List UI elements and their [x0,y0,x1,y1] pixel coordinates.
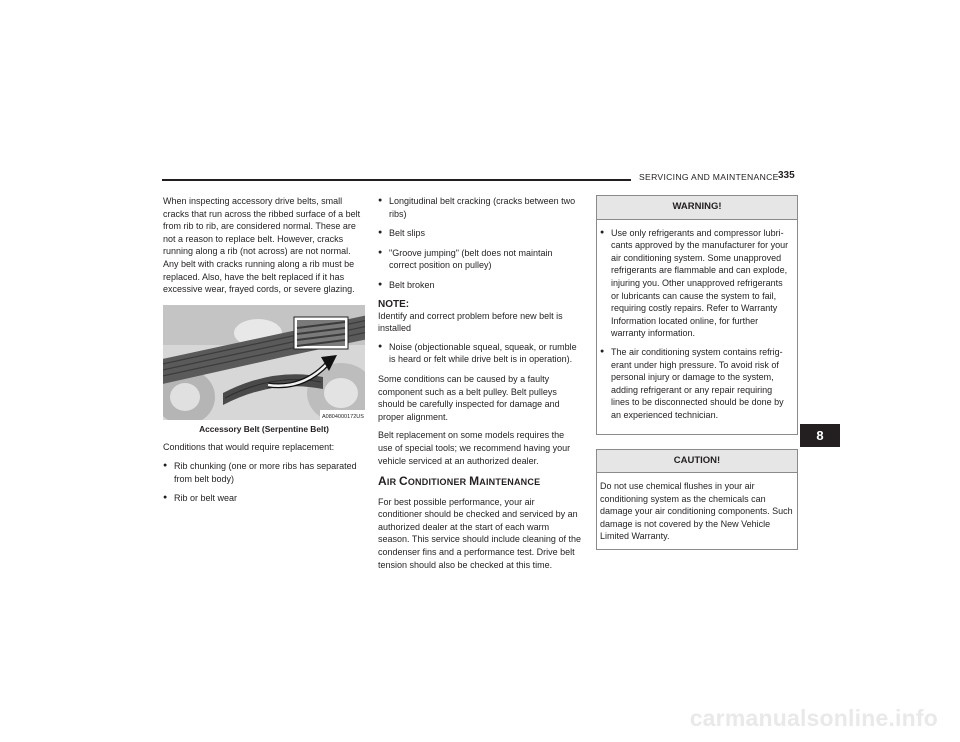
serpentine-belt-figure [163,305,365,420]
list-item: ● "Groove jumping" (belt does not maintain correct position on pulley) [378,247,581,272]
figure-caption: Accessory Belt (Serpentine Belt) [199,423,329,434]
column-3 [596,195,798,564]
list-item: ● Longitudinal belt cracking (cracks between two ribs) [378,195,581,220]
caution-title: CAUTION! [597,450,797,474]
footer-watermark: carmanualsonline.info [689,705,938,731]
warning-title: WARNING! [597,196,797,220]
column-2 [378,195,581,577]
conditions-intro: Conditions that would require replacement: [163,442,335,453]
pulley-paragraph: Some conditions can be caused by a faulty component such as a belt pulley. Belt pulleys should be carefully inspected for damage and proper alignment. [378,373,560,422]
list-item: ● Belt broken [378,279,581,292]
figure-code: A0804000172US [322,413,364,420]
list-item: ● Use only refrigerants and compressor lubri-cants approved by the manufacturer for your air conditioning system. Some unapproved refrigerants are flammable and can explode, injuring you. Other unapproved refrigerants or lubricants can cause the system to fail, requiring costly repairs. Refer to Warranty Information located online, for further warranty information. [600,227,793,340]
caution-text: Do not use chemical flushes in your air conditioning system as the chemicals can damage your air conditioning components. Such damage is not covered by the New Vehicle Limited Warranty. [600,481,793,542]
caution-box [596,449,798,551]
note-list [378,341,581,366]
section-heading: AIR CONDITIONER MAINTENANCE [378,474,541,489]
note-label: NOTE: [378,298,410,310]
serpentine-belt-illustration [163,305,365,420]
conditions-list [163,460,365,505]
list-item: ● Rib or belt wear [163,492,365,505]
list-item: ● Rib chunking (one or more ribs has separated from belt body) [163,460,365,485]
header-title: SERVICING AND MAINTENANCE [639,172,779,182]
list-item: ● Noise (objectionable squeal, squeak, or rumble is heard or felt while drive belt is in operation). [378,341,581,366]
column-1 [163,195,365,512]
list-item: ● The air conditioning system contains refrig-erant under high pressure. To avoid risk of personal injury or damage to the system, adding refrigerant or any repair requiring lines to be disconnected should be done by an experienced technician. [600,346,793,422]
conditions-list-continued [378,195,581,292]
note-text: Identify and correct problem before new belt is installed [378,310,563,334]
ac-maintenance-paragraph: For best possible performance, your air conditioner should be checked and serviced by an authorized dealer at the start of each warm season. This service should include cleaning of the condenser fins and a performance test. Drive belt tension should also be checked at this time. [378,496,581,570]
warning-box [596,195,798,435]
page-number: 335 [778,170,795,181]
chapter-tab: 8 [800,424,840,447]
header-rule [162,179,631,181]
warning-list [600,227,793,422]
special-tools-paragraph: Belt replacement on some models requires the use of special tools; we recommend having your vehicle serviced at an authorized dealer. [378,430,571,466]
intro-paragraph: When inspecting accessory drive belts, small cracks that run across the ribbed surface of a belt from rib to rib, are considered normal. These are not a reason to replace belt. However, cracks running along a rib (not across) are not normal. Any belt with cracks running along a rib must be replaced. Also, have the belt replaced if it has excessive wear, frayed cords, or severe glazing. [163,196,361,295]
list-item: ● Belt slips [378,227,581,240]
